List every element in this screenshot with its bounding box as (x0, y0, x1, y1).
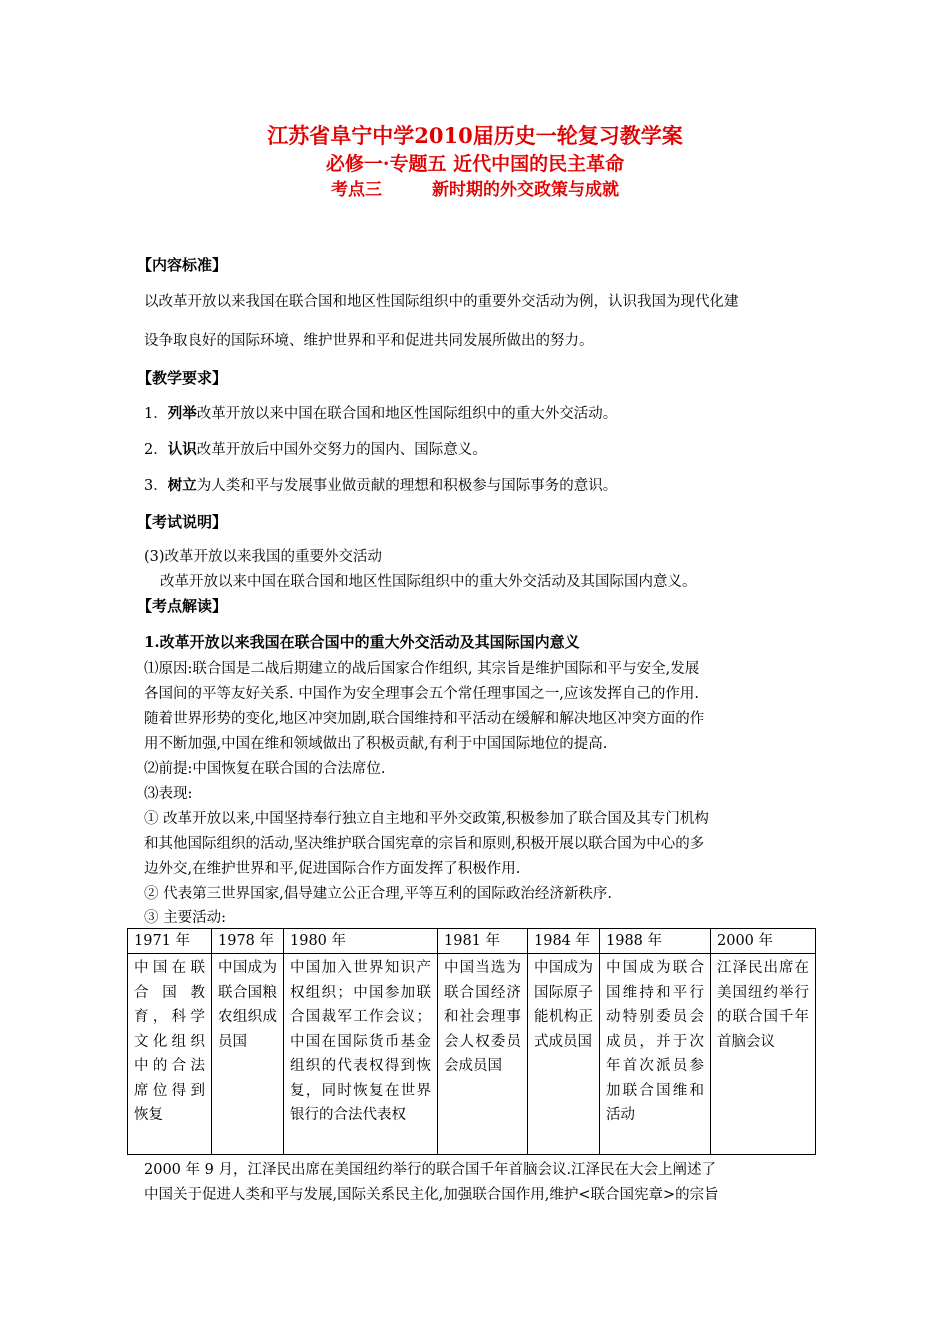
topic-title (0, 175, 950, 200)
teaching-item (144, 438, 487, 459)
interpret-line: 随着世界形势的变化,地区冲突加剧,联合国维持和平活动在缓解和解决地区冲突方面的作 (144, 711, 705, 727)
interpret-line: ③ 主要活动: (144, 910, 226, 926)
exam-line: (3)改革开放以来我国的重要外交活动 (144, 549, 383, 565)
event-cell: 中国成为国际原子能机构正式成员国 (528, 954, 600, 1155)
year-cell: 1980 年 (284, 929, 438, 954)
interpret-line: ② 代表第三世界国家,倡导建立公正合理,平等互利的国际政治经济新秩序. (144, 886, 612, 902)
table-row-years (128, 929, 816, 954)
interpret-subheading: 1.改革开放以来我国在联合国中的重大外交活动及其国际国内意义 (144, 633, 580, 651)
item-verb: 列举 (167, 405, 197, 422)
year-cell: 1988 年 (600, 929, 711, 954)
event-cell: 中国在联合国教育，科学文化组织中的合法席位得到恢复 (128, 954, 212, 1155)
item-text: 为人类和平与发展事业做贡献的理想和积极参与国际事务的意识。 (196, 478, 618, 494)
event-cell: 中国加入世界知识产权组织；中国参加联合国裁军工作会议；中国在国际货币基金组织的代表权得到恢复，同时恢复在世界银行的合法代表权 (284, 954, 438, 1155)
content-standard-line: 以改革开放以来我国在联合国和地区性国际组织中的重要外交活动为例，认识我国为现代化建 (144, 294, 739, 310)
event-cell: 江泽民出席在美国纽约举行的联合国千年首脑会议 (711, 954, 816, 1155)
year-cell: 1971 年 (128, 929, 212, 954)
closing-line: 2000 年 9 月，江泽民出席在美国纽约举行的联合国千年首脑会议.江泽民在大会上阐述了 (144, 1162, 717, 1178)
teaching-item (144, 474, 617, 495)
item-number: 2． (144, 442, 168, 458)
year-cell: 2000 年 (711, 929, 816, 954)
interpret-line: ⑶表现: (144, 786, 193, 802)
year-cell: 1984 年 (528, 929, 600, 954)
interpret-line: ⑴原因:联合国是二战后期建立的战后国家合作组织, 其宗旨是维护国际和平与安全,发展 (144, 661, 700, 677)
teaching-item (144, 402, 617, 423)
content-standard-heading: 【内容标准】 (137, 256, 228, 274)
event-cell: 中国成为联合国维持和平行动特别委员会成员，并于次年首次派员参加联合国维和活动 (600, 954, 711, 1155)
interpret-line: 用不断加强,中国在维和领域做出了积极贡献,有利于中国国际地位的提高. (144, 736, 608, 752)
item-number: 3． (144, 478, 168, 494)
year-cell: 1978 年 (212, 929, 284, 954)
interpret-line: ⑵前提:中国恢复在联合国的合法席位. (144, 761, 386, 777)
topic-number: 考点三 (331, 180, 382, 200)
item-verb: 树立 (167, 477, 197, 494)
item-text: 改革开放以来中国在联合国和地区性国际组织中的重大外交活动。 (196, 406, 618, 422)
interpret-heading: 【考点解读】 (137, 597, 228, 615)
closing-line: 中国关于促进人类和平与发展,国际关系民主化,加强联合国作用,维护<联合国宪章>的宗旨 (144, 1187, 719, 1203)
content-standard-line: 设争取良好的国际环境、维护世界和平和促进共同发展所做出的努力。 (144, 333, 594, 349)
exam-heading: 【考试说明】 (137, 513, 228, 531)
topic-name: 新时期的外交政策与成就 (432, 180, 619, 200)
interpret-line: 各国间的平等友好关系. 中国作为安全理事会五个常任理事国之一,应该发挥自己的作用. (144, 686, 699, 702)
document-title: 江苏省阜宁中学2010届历史一轮复习教学案 (267, 123, 683, 148)
activities-table (127, 928, 816, 1155)
item-verb: 认识 (167, 441, 197, 458)
table-row-events (128, 954, 816, 1155)
module-title: 必修一·专题五 近代中国的民主革命 (325, 153, 625, 175)
exam-line: 改革开放以来中国在联合国和地区性国际组织中的重大外交活动及其国际国内意义。 (160, 574, 697, 590)
event-cell: 中国当选为联合国经济和社会理事会人权委员会成员国 (438, 954, 528, 1155)
item-text: 改革开放后中国外交努力的国内、国际意义。 (196, 442, 487, 458)
item-number: 1． (144, 406, 168, 422)
interpret-line: 边外交,在维护世界和平,促进国际合作方面发挥了积极作用. (144, 861, 521, 877)
interpret-line: 和其他国际组织的活动,坚决维护联合国宪章的宗旨和原则,积极开展以联合国为中心的多 (144, 836, 705, 852)
year-cell: 1981 年 (438, 929, 528, 954)
interpret-line: ① 改革开放以来,中国坚持奉行独立自主地和平外交政策,积极参加了联合国及其专门机构 (144, 811, 709, 827)
teaching-heading: 【教学要求】 (137, 369, 228, 387)
event-cell: 中国成为联合国粮农组织成员国 (212, 954, 284, 1155)
